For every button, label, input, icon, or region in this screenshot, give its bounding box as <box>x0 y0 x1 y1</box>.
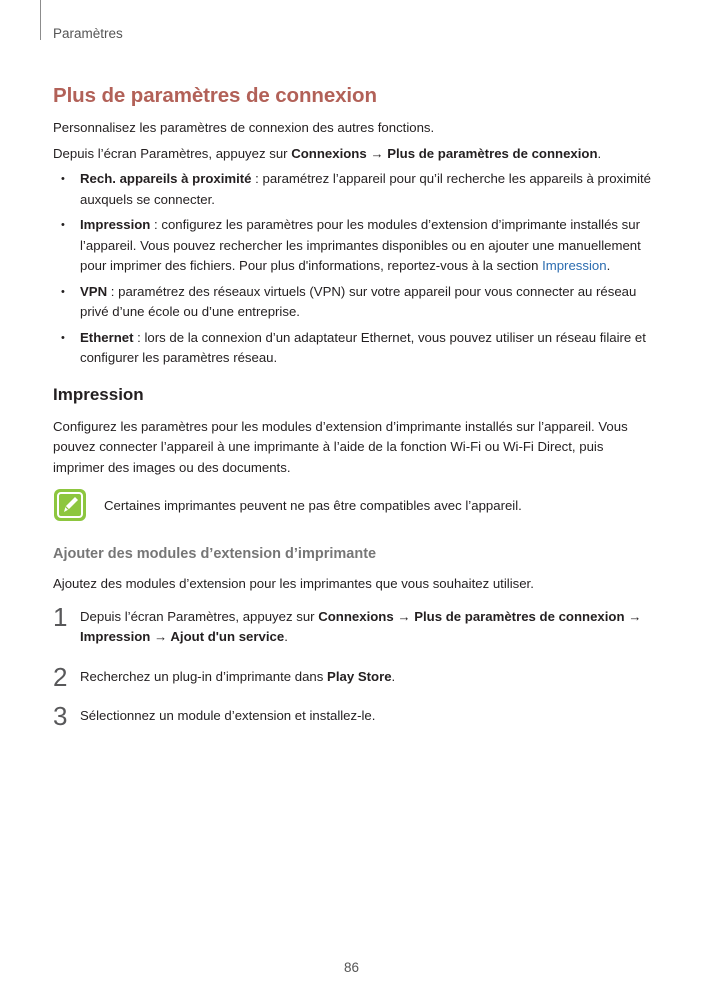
impression-paragraph: Configurez les paramètres pour les modules d’extension d’imprimante installés sur l’appareil. Vous pouvez connecter l’appareil à une imprimante à l’aide de la fonction Wi-Fi ou Wi-Fi Direct, puis imprimer des images ou des documents. <box>53 418 628 475</box>
plugins-intro: Ajoutez des modules d’extension pour les imprimantes que vous souhaitez utiliser. <box>53 576 534 591</box>
step-number: 2 <box>53 661 68 692</box>
note-pencil-icon <box>53 488 87 522</box>
options-list <box>53 169 653 369</box>
header-rule <box>40 0 41 40</box>
impression-link[interactable]: Impression <box>542 258 607 273</box>
step-number: 3 <box>53 701 68 731</box>
path-paragraph: Depuis l’écran Paramètres, appuyez sur Connexions → Plus de paramètres de connexion. <box>53 145 602 161</box>
step-item: 1 Depuis l’écran Paramètres, appuyez sur Connexions → Plus de paramètres de connexion → Impression → Ajout d'un service. <box>53 601 642 644</box>
list-item: • Rech. appareils à proximité : paramétrez l’appareil pour qu’il recherche les appareils à proximité auxquels se connecter. <box>61 171 651 207</box>
intro-paragraph: Personnalisez les paramètres de connexion des autres fonctions. <box>53 120 435 135</box>
page-number: 86 <box>343 960 360 975</box>
list-item: • Ethernet : lors de la connexion d’un adaptateur Ethernet, vous pouvez utiliser un réseau filaire et configurer les paramètres réseau. <box>61 329 646 365</box>
note-text: Certaines imprimantes peuvent ne pas être compatibles avec l’appareil. <box>104 498 522 513</box>
impression-heading: Impression <box>53 384 144 404</box>
note-box <box>53 488 653 524</box>
page-content <box>53 82 653 746</box>
step-item: 3 Sélectionnez un module d’extension et installez-le. <box>53 701 376 731</box>
plugins-heading: Ajouter des modules d’extension d’imprimante <box>53 546 377 562</box>
list-item: • VPN : paramétrez des réseaux virtuels (VPN) sur votre appareil pour vous connecter au réseau privé d’une école ou d’une entreprise. <box>61 283 637 319</box>
step-number: 1 <box>53 601 68 632</box>
running-header: Paramètres <box>53 26 123 41</box>
steps-list <box>53 601 653 731</box>
page-title: Plus de paramètres de connexion <box>53 84 377 107</box>
step-item: 2 Recherchez un plug-in d’imprimante dans Play Store. <box>53 661 396 692</box>
list-item: • Impression : configurez les paramètres pour les modules d’extension d’imprimante installés sur l’appareil. Vous pouvez rechercher les imprimantes disponibles ou en ajouter une manuellement pour imprimer des fichiers. Pour plus d'informations, reportez-vous à la section Impression. <box>61 217 641 273</box>
